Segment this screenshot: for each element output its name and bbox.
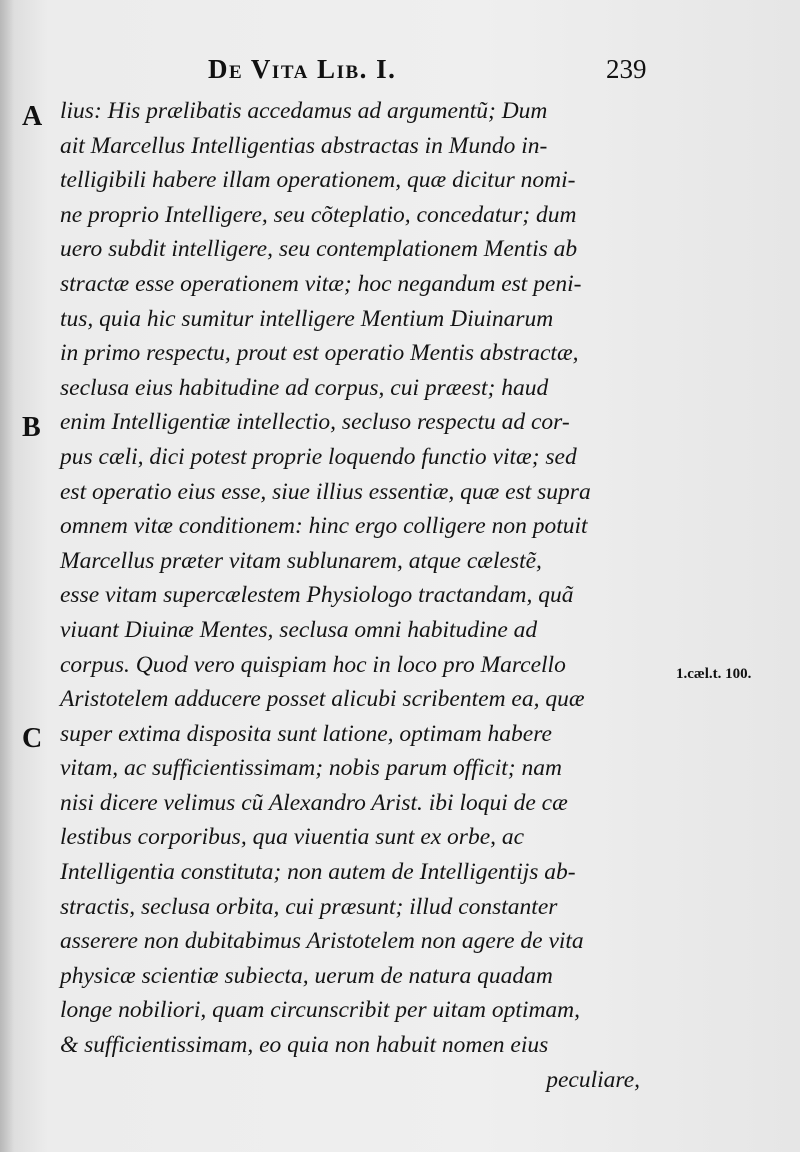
text-line: longe nobiliori, quam circunscribit per uitam optimam, xyxy=(60,997,581,1024)
text-line: Aristotelem adducere posset alicubi scribentem ea, quæ xyxy=(60,686,585,713)
text-line: stractæ esse operationem vitæ; hoc negandum est peni- xyxy=(60,270,582,297)
text-line: & sufficientissimam, eo quia non habuit nomen eius xyxy=(60,1032,549,1059)
text-line: esse vitam supercælestem Physiologo tractandam, quã xyxy=(60,582,574,609)
spine-shadow xyxy=(0,0,14,1152)
text-line: ait Marcellus Intelligentias abstractas in Mundo in- xyxy=(60,132,548,159)
text-line: telligibili habere illam operationem, quæ dicitur nomi- xyxy=(60,167,576,194)
text-line: peculiare, xyxy=(546,1066,640,1093)
text-line: Marcellus præter vitam sublunarem, atque cælestẽ, xyxy=(60,547,542,574)
text-line: pus cæli, dici potest proprie loquendo functio vitæ; sed xyxy=(60,443,577,470)
margin-letter-c: C xyxy=(22,723,43,754)
text-line: uero subdit intelligere, seu contemplationem Mentis ab xyxy=(60,236,578,263)
text-line: tus, quia hic sumitur intelligere Mentium Diuinarum xyxy=(60,305,554,332)
margin-letter-b: B xyxy=(22,412,41,443)
page-header xyxy=(0,50,800,94)
page-number: 239 xyxy=(606,54,647,84)
text-line: corpus. Quod vero quispiam hoc in loco pro Marcello xyxy=(60,651,566,678)
text-line: stractis, seclusa orbita, cui præsunt; illud constanter xyxy=(60,893,558,920)
text-line: physicæ scientiæ subiecta, uerum de natura quadam xyxy=(60,962,553,989)
text-line: nisi dicere velimus cũ Alexandro Arist. ibi loqui de cæ xyxy=(60,789,568,816)
text-line: super extima disposita sunt latione, optimam habere xyxy=(60,720,552,747)
text-line: ne proprio Intelligere, seu cõteplatio, concedatur; dum xyxy=(60,201,577,228)
text-line: vitam, ac sufficientissimam; nobis parum officit; nam xyxy=(60,755,562,782)
text-line: in primo respectu, prout est operatio Mentis abstractæ, xyxy=(60,340,579,367)
text-line: enim Intelligentiæ intellectio, secluso respectu ad cor- xyxy=(60,409,570,436)
margin-letter-a: A xyxy=(22,101,43,132)
running-title: De Vita Lib. I. xyxy=(208,54,397,84)
text-line: Intelligentia constituta; non autem de Intelligentijs ab- xyxy=(60,859,576,886)
text-line: omnem vitæ conditionem: hinc ergo colligere non potuit xyxy=(60,513,588,540)
margin-note: 1.cæl.t. 100. xyxy=(676,666,752,682)
text-line: lius: His prælibatis accedamus ad argumentũ; Dum xyxy=(60,98,548,124)
body-text xyxy=(60,94,680,1097)
text-line: asserere non dubitabimus Aristotelem non agere de vita xyxy=(60,928,584,955)
text-line: lestibus corporibus, qua viuentia sunt ex orbe, ac xyxy=(60,824,525,851)
text-line: est operatio eius esse, siue illius essentiæ, quæ est supra xyxy=(60,478,591,505)
text-line: seclusa eius habitudine ad corpus, cui præest; haud xyxy=(60,374,549,401)
text-line: viuant Diuinæ Mentes, seclusa omni habitudine ad xyxy=(60,616,538,643)
